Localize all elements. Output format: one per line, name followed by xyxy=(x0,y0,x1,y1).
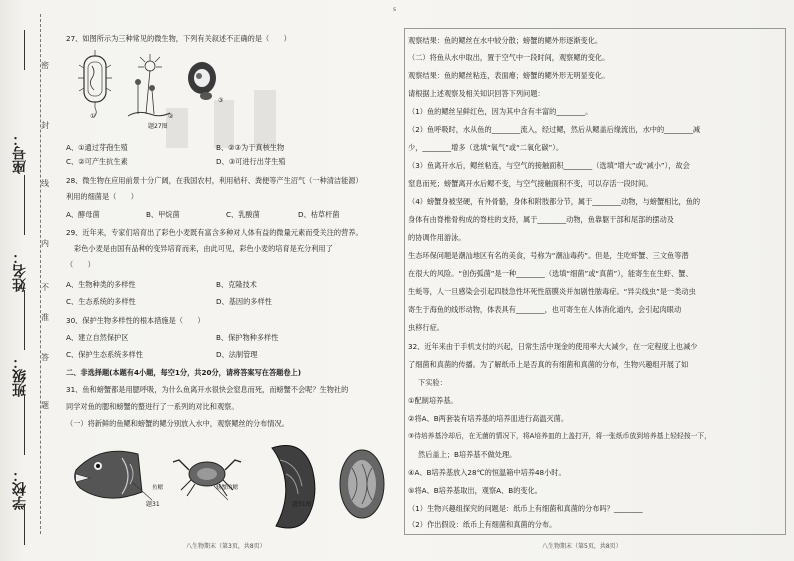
cut-line xyxy=(40,14,41,534)
bacterium-icon xyxy=(78,50,112,117)
text-line: 在很大的风险。“创伤弧菌”是一种________（选填“细菌”或“真菌”），能寄生在生虾、蟹、 xyxy=(408,269,693,278)
yeast-icon xyxy=(188,62,216,100)
text-line: 身体有由脊椎骨构成的脊柱的支持，属于________动物，鱼靠躯干部和尾部的摆动及 xyxy=(408,215,674,224)
binding-gutter xyxy=(0,0,66,561)
text-line: 窒息而死；螃蟹离开水后鳃不变，与空气接触面积不变，可以存活一段时间。 xyxy=(408,179,653,188)
q29-option-b: B、克隆技术 xyxy=(216,280,257,289)
text-line: 虫移行症。 xyxy=(408,323,444,332)
text-line: （3）鱼离开水后，鳃丝粘连，与空气的接触面积________（选填“增大”或“减小”），故会 xyxy=(408,161,690,170)
left-page xyxy=(66,0,402,561)
text-line: 寄生于海鱼的线形动物，体表具有________，也可寄生在人体消化道内，会引起肉眼动 xyxy=(408,305,682,314)
q28-option-b: B、甲烷菌 xyxy=(146,210,180,219)
q29-option-a: A、生物种类的多样性 xyxy=(66,280,136,289)
q31-fig-caption-b: 题31图 xyxy=(292,501,312,508)
q27-figure xyxy=(78,48,228,120)
text-line: 少，________增多（选填“氧气”或“二氧化碳”）。 xyxy=(408,143,564,152)
q28-stem-2: 利用的细菌是（ ） xyxy=(66,192,138,201)
page-marker: s xyxy=(393,6,397,13)
text-line: ⑤将A、B培养基取出，观察A、B的变化。 xyxy=(408,486,542,495)
q28-option-c: C、乳酸菌 xyxy=(226,210,260,219)
seal-char: 封 xyxy=(41,121,49,130)
text-line: 的协调作用游泳。 xyxy=(408,233,466,242)
svg-text:③: ③ xyxy=(218,97,224,104)
q31-part-1: （一）将新鲜的鱼鳃和螃蟹的鳃分别放入水中，观察鳃丝的分布情况。 xyxy=(66,419,289,428)
q29-stem-2: 彩色小麦是由国有品种的变异培育而来，由此可见，彩色小麦的培育是充分利用了 xyxy=(74,244,333,253)
text-line: ④A、B培养基放入28℃的恒温箱中培养48小时。 xyxy=(408,468,566,477)
text-line: （4）螃蟹身被坚硬，有外骨骼，身体和附肢都分节，属于________动物，与螃蟹相比，鱼的 xyxy=(408,197,701,206)
q30-option-d: D、法制管理 xyxy=(216,350,258,359)
gill-filament-icon xyxy=(272,446,315,529)
text-line: （2）鱼呼吸时，水从鱼的________流入，经过鳃，然后从鳃盖后缘流出，水中的________减 xyxy=(408,125,701,134)
crab-gill-label: 螃蟹的鳃 xyxy=(216,485,239,491)
q30-option-a: A、建立自然保护区 xyxy=(66,333,129,342)
text-line: 观察结果：鱼的鳃丝在水中较分散；螃蟹的鳃外形逐渐变化。 xyxy=(408,36,603,45)
crab-gill-icon xyxy=(340,450,384,518)
seal-char: 准 xyxy=(41,313,49,322)
text-line: ②将A、B两套装有培养基的培养皿进行高温灭菌。 xyxy=(408,414,569,423)
q27-option-c: C、②可产生抗生素 xyxy=(66,157,128,166)
left-page-footer: 八生物期末（第3页，共8页） xyxy=(186,543,266,550)
text-line: （1）生物兴趣组探究的问题是：纸币上有细菌和真菌的分布吗？________ xyxy=(408,504,643,513)
text-line: 生蚝等，人一旦感染会引起四肢急性坏死性筋膜炎并加剧性脓毒症。“异尖线虫”是一类动虫 xyxy=(408,287,696,296)
seal-char: 内 xyxy=(41,239,49,248)
seal-char: 答 xyxy=(41,353,49,362)
section-2-heading: 二、非选择题(本题有4小题，每空1分，共20分，请将答案写在答题卷上) xyxy=(66,368,302,377)
text-line: 了细菌和真菌的传播。为了解纸币上是否真的有细菌和真菌的分布，生物兴趣组开展了如 xyxy=(408,360,689,369)
seat-number-label: 座号： xyxy=(12,132,28,174)
q28-option-a: A、酵母菌 xyxy=(66,210,100,219)
text-line: ①配制培养基。 xyxy=(408,396,458,405)
mold-icon xyxy=(128,54,170,116)
q30-option-c: C、保护生态系统多样性 xyxy=(66,350,143,359)
seal-char: 线 xyxy=(41,179,49,188)
text-line: （1）鱼的鳃丝呈鲜红色，因为其中含有丰富的________。 xyxy=(408,107,593,116)
q29-stem-1: 29、近年来，专家们培育出了彩色小麦既有富含多种对人体有益的微量元素而受关注的营养。 xyxy=(66,228,363,237)
q28-stem-1: 28、微生物在应用前景十分广阔，在我国农村，利用秸秆、粪便等产生沼气（一种清洁能源） xyxy=(66,176,363,185)
q27-option-b: B、②③为于真核生物 xyxy=(216,143,285,152)
text-line: 请根据上述观察及相关知识回答下列问题： xyxy=(408,89,545,98)
text-line: 32、近年来由于手机支付的兴起，日常生活中现金的使用率大大减少，在一定程度上也减少 xyxy=(408,342,698,351)
crab-icon xyxy=(173,460,241,500)
svg-text:①: ① xyxy=(90,113,96,120)
name-label: 姓名： xyxy=(12,250,28,292)
q31-stem-1: 31、鱼和螃蟹都是用腮呼吸，为什么鱼离开水很快会窒息而死，而螃蟹不会呢？生物社的 xyxy=(66,385,349,394)
q30-option-b: B、保护物种多样性 xyxy=(216,333,279,342)
text-line: （二）将鱼从水中取出，置于空气中一段时间，观察鳃的变化。 xyxy=(408,53,610,62)
q27-stem: 27、如图所示为三种常见的微生物，下列有关叙述不正确的是（ ） xyxy=(66,34,291,43)
q29-option-c: C、生态系统的多样性 xyxy=(66,297,136,306)
text-line: 下实验： xyxy=(418,378,447,387)
q29-option-d: D、基因的多样性 xyxy=(216,297,272,306)
class-label: 班级： xyxy=(12,355,28,397)
fish-gill-label: 鱼鳃 xyxy=(152,485,164,491)
text-line: 然后盖上；B培养基不做处理。 xyxy=(418,450,517,459)
q30-stem: 30、保护生物多样性的根本措施是（ ） xyxy=(66,316,205,325)
text-line: （2）作出假设：纸币上有细菌和真菌的分布。 xyxy=(408,520,557,529)
seal-char: 密 xyxy=(41,61,49,70)
q31-stem-2: 同学对鱼的腮和螃蟹的螯进行了一系列的对比和观察。 xyxy=(66,402,239,411)
seal-char: 不 xyxy=(41,283,49,292)
q28-option-d: D、枯草杆菌 xyxy=(298,210,340,219)
text-line: 生态环保问题是潮汕地区有名的美食，号称为“潮汕毒药”。但是，生吃虾蟹、三文鱼等潜 xyxy=(408,251,689,260)
svg-text:②: ② xyxy=(168,113,174,120)
q27-option-a: A、①通过芽孢生殖 xyxy=(66,143,128,152)
school-label: 学校： xyxy=(12,468,28,510)
seal-char: 题 xyxy=(41,401,49,410)
right-page-footer: 八生物期末（第5页，共8页） xyxy=(542,543,622,550)
text-line: ③待培养基冷却后，在无菌的情况下，将A培养皿的上盖打开，将一张纸币放到培养基上轻轻按一下， xyxy=(408,432,712,440)
q29-stem-3: （ ） xyxy=(66,260,95,269)
text-line: 观察结果：鱼的鳃丝粘连，表面瘪；螃蟹的鳃外形无明显变化。 xyxy=(408,71,610,80)
q27-fig-caption: 题27图 xyxy=(148,123,168,130)
q31-fig-caption-a: 题31 xyxy=(146,501,160,508)
right-page xyxy=(404,0,790,561)
q27-option-d: D、③可进行出芽生殖 xyxy=(216,157,286,166)
fish-head-icon xyxy=(75,451,152,500)
